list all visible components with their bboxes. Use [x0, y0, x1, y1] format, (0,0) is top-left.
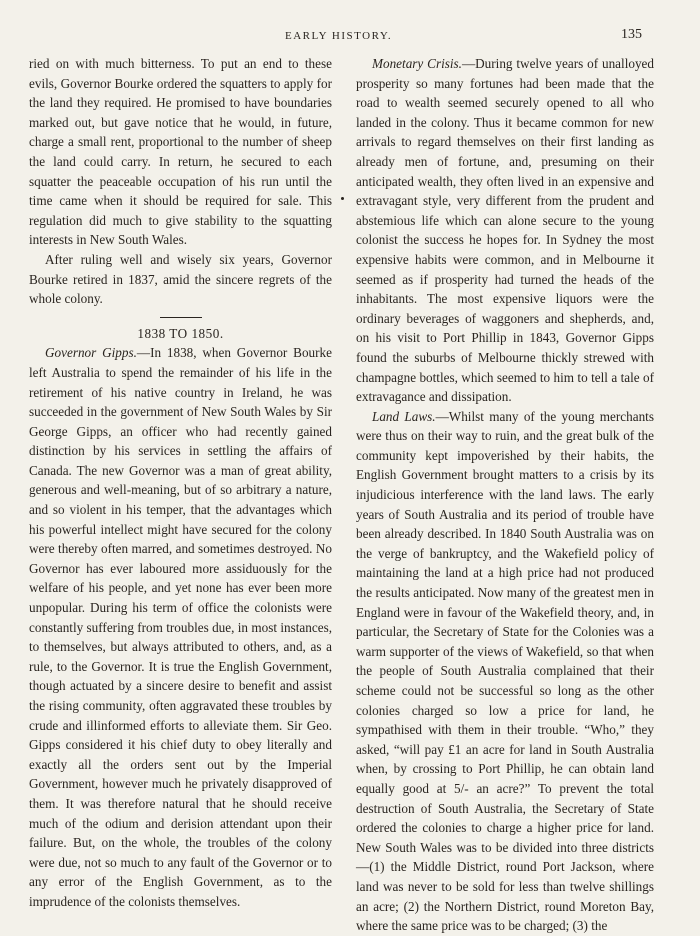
paragraph-body-land-laws: —Whilst many of the young merchants were thus on their way to ruin, and the great bulk of the community kept impoverished by their habits, the English Government brought matters to a crisis by its injudicious interference with the land laws. The early years of South Australia and its period of trouble have been already described. In 1840 South Australia was on the verge of bankruptcy, and the Wakefield policy of maintaining the land at a high price had not produced the results anticipated. Now many of the greatest men in England were in favour of the Wakefield theory, and, in particular, the Secretary of State for the Colonies was a warm supporter of the views of Wakefield, so that when the people of South Australia complained that their scheme could not be successful so long as the other colonies charged so low a price for land, he sympathised with them in their trouble. “Who,” they asked, “will pay £1 an acre for land in South Australia when, by crossing to Port Phillip, he can obtain land equally good at 5/- an acre?” To prevent the total destruction of South Australia, the Secretary of State ordered the colonies to charge a higher price for land. New South Wales was to be divided into three districts—(1) the Middle District, round Port Jackson, where land was never to be sold for less than twelve shillings an acre; (2) the Northern District, round Moreton Bay, where the same price was to be charged; (3) the — [356, 408, 654, 934]
paragraph-governor-gipps — [29, 343, 332, 911]
paragraph-body-governor-gipps: —In 1838, when Governor Bourke left Australia to spend the remainder of his life in the retirement of his native country in Ireland, he was succeeded in the government of New South Wales by Sir George Gipps, an officer who had recently gained distinction by his services in settling the affairs of Canada. The new Governor was a man of great ability, generous and well-meaning, but of so arbitrary a nature, and so violent in his temper, that the advantages which his powerful intellect might have secured for the colony were thereby often marred, and sometimes destroyed. No Governor has ever laboured more assiduously for the welfare of his people, and yet none has ever been more unpopular. During his term of office the colonists were constantly suffering from troubles due, in most instances, to themselves, but always attributed to others, and, as a rule, to the Governor. It is true the English Government, though actuated by a sincere desire to benefit and assist the rising community, often aggravated these troubles by crude and illinformed efforts to alleviate them. Sir Geo. Gipps considered it his chief duty to obey literally and exactly all the orders sent out by the Imperial Government, however much he privately disapproved of them. It was therefore natural that he should receive much of the odium and derision attendant upon their failure. But, on the whole, the troubles of the colony were due, not so much to any fault of the Governor or to any error of the English Government, as to the imprudence of the colonists themselves. — [29, 345, 332, 909]
paragraph-body-monetary-crisis: —During twelve years of unalloyed prosperity so many fortunes had been made that the road to wealth seemed securely opened to all who landed in the colony. Thus it became common for new arrivals to regard themselves on their first landing as already men of fortune, and, presuming on their anticipated wealth, they often lived in an expensive and extravagant style, very different from the prudent and abstemious life which can alone secure to the young colonist the success he hopes for. In Sydney the most expensive habits were common, and in Melbourne it seemed as if prosperity had turned the heads of the inhabitants. The most expensive liquors were the ordinary beverages of waggoners and shepherds, and, on his visit to Port Phillip in 1843, Governor Gipps found the suburbs of Melbourne thickly strewed with champagne bottles, which seemed to him to tell a tale of extravagance and dissipation. — [356, 56, 654, 405]
left-column — [29, 54, 332, 912]
paragraph-land-laws — [356, 407, 654, 936]
page-number: 135 — [621, 27, 642, 42]
gutter-dot — [341, 197, 344, 200]
paragraph-monetary-crisis — [356, 54, 654, 407]
running-title: EARLY HISTORY. — [285, 30, 393, 42]
paragraph-title-land-laws: Land Laws. — [372, 408, 436, 424]
paragraph-squatters: ried on with much bitterness. To put an end to these evils, Governor Bourke ordered the squatters to apply for the land they required. He promised to have boundaries marked out, but gave notice that he would, in future, charge a small rent, proportional to the number of sheep the land could carry. In return, he secured to each squatter the peaceable occupation of his run until the time came when it should be required for sale. This regulation did much to give stability to the squatting interests in New South Wales. — [29, 56, 332, 248]
paragraph-title-governor-gipps: Governor Gipps. — [45, 345, 137, 361]
section-divider — [160, 317, 202, 318]
paragraph-title-monetary-crisis: Monetary Crisis. — [372, 56, 462, 71]
paragraph-bourke-retirement: After ruling well and wisely six years, Governor Bourke retired in 1837, amid the sincere regrets of the whole colony. — [29, 251, 332, 307]
right-column — [356, 54, 654, 936]
section-heading: 1838 TO 1850. — [137, 325, 224, 341]
